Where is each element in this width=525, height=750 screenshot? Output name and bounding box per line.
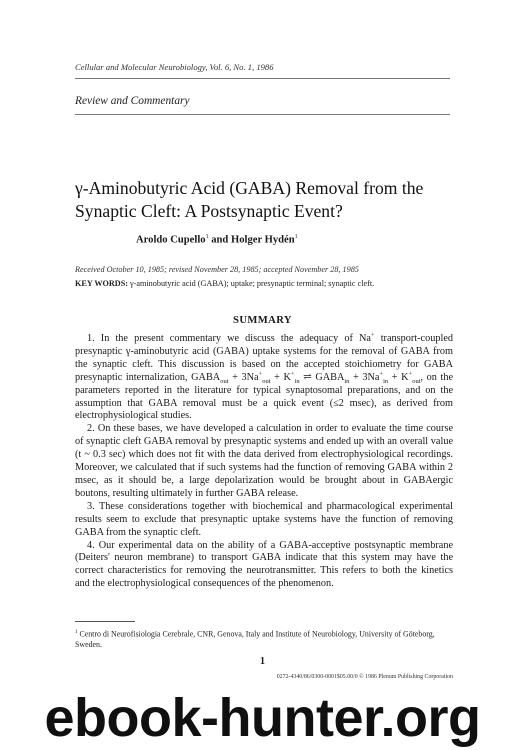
header-rule-bottom xyxy=(75,114,450,115)
subscript: in xyxy=(294,377,300,385)
summary-body xyxy=(75,333,453,591)
paragraph-text: + 3Na xyxy=(228,371,259,383)
summary-paragraph-4: 4. Our experimental data on the ability of a GABA-acceptive postsynaptic membrane (Deiters' neuron membrane) to transport GABA indicate that this system may have the correct characteristics for removing the neurotransmitter. This refers to both the kinetics and the electrophysiological consequences of the phenomenon. xyxy=(75,539,453,590)
first-author: Aroldo Cupello xyxy=(136,234,206,246)
author-conjunction: and xyxy=(211,234,229,246)
subscript: out xyxy=(220,377,229,385)
subscript: in xyxy=(383,377,389,385)
paragraph-text: + K xyxy=(270,371,291,383)
superscript: + xyxy=(258,370,263,378)
affiliation-footnote xyxy=(75,628,453,651)
paragraph-text: 1. In the present commentary we discuss the adequacy of Na xyxy=(87,333,371,344)
footnote-rule xyxy=(75,621,135,622)
paragraph-text: , on the parameters reported in the literature for typical synaptosomal preparations, and on the assumption that GABA removal must be a quick event (≤2 msec), as derived from electrophysiological studies. xyxy=(75,371,453,422)
paragraph-text: ⇌ GABA xyxy=(299,371,345,383)
superscript: + xyxy=(408,370,413,378)
journal-citation: Cellular and Molecular Neurobiology, Vol. 6, No. 1, 1986 xyxy=(75,62,274,72)
article-title: γ-Aminobutyric Acid (GABA) Removal from the Synaptic Cleft: A Postsynaptic Event? xyxy=(75,178,424,221)
subscript: in xyxy=(344,377,350,385)
keywords-label: KEY WORDS: xyxy=(75,279,128,288)
author-line xyxy=(136,234,298,246)
superscript: + xyxy=(370,331,375,339)
header-rule-top xyxy=(75,78,450,79)
subscript: out xyxy=(262,377,271,385)
paragraph-text: transport-coupled presynaptic γ-aminobutyric acid (GABA) uptake systems for the removal of GABA from the synaptic cleft. This discussion is based on the accepted stoichiometry for GABA presynaptic internalization, GABA xyxy=(75,333,453,383)
page-number: 1 xyxy=(260,656,265,667)
summary-heading: SUMMARY xyxy=(233,315,292,326)
watermark-banner: ebook-hunter.org xyxy=(44,688,481,748)
summary-paragraph-1 xyxy=(75,333,453,423)
superscript: + xyxy=(379,370,384,378)
footnote-marker: 1 xyxy=(75,630,78,635)
paragraph-text: + 3Na xyxy=(349,371,380,383)
keywords xyxy=(75,279,374,288)
affiliation-marker: 1 xyxy=(294,234,298,240)
summary-paragraph-3: 3. These considerations together with biochemical and pharmacological experimental results seem to exclude that presynaptic uptake systems have the function of removing GABA from the synaptic cleft. xyxy=(75,500,453,538)
keywords-text: γ-aminobutyric acid (GABA); uptake; presynaptic terminal; synaptic cleft. xyxy=(130,279,375,288)
superscript: + xyxy=(290,370,295,378)
section-label: Review and Commentary xyxy=(75,95,190,107)
affiliation-marker: 1 xyxy=(205,234,209,240)
summary-paragraph-2: 2. On these bases, we have developed a calculation in order to evaluate the time course of synaptic cleft GABA removal by presynaptic systems and ended up with an overall value (t ~ 0.3 sec) which does not fit with the data derived from electrophysiological recordings. Moreover, we calculated that if such systems had the function of removing GABA within 2 msec, as it should be, a large depolarization would be brought about in GABAergic boutons, resulting ultimately in further GABA release. xyxy=(75,423,453,499)
copyright-line: 0272-4340/86/0300-0001$05.00/0 © 1986 Plenum Publishing Corporation xyxy=(276,674,453,680)
paragraph-text: + K xyxy=(388,371,409,383)
received-dates: Received October 10, 1985; revised November 28, 1985; accepted November 28, 1985 xyxy=(75,265,359,274)
footnote-text: Centro di Neurofisiologia Cerebrale, CNR, Genova, Italy and Institute of Neurobiology, University of Göteborg, Sweden. xyxy=(75,629,435,650)
second-author: Holger Hydén xyxy=(230,234,295,246)
subscript: out xyxy=(412,377,421,385)
